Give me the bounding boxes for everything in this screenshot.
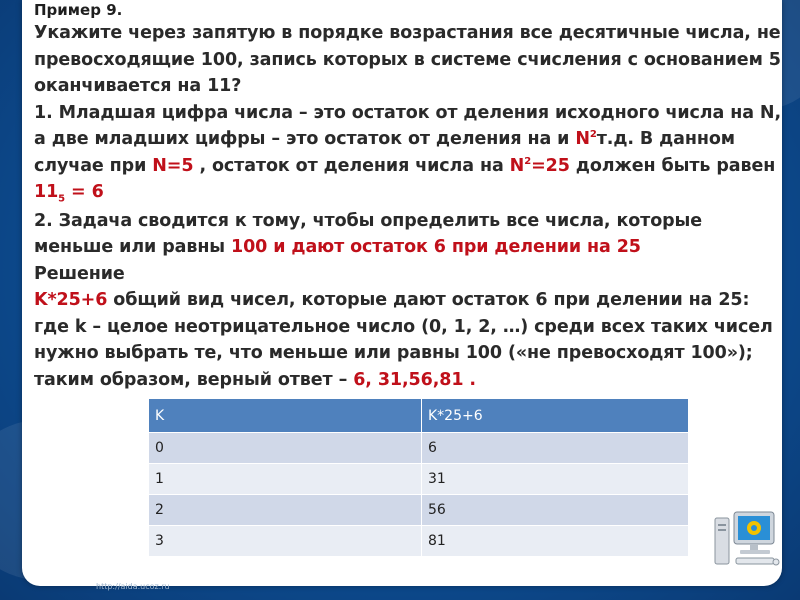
table-cell: 3: [149, 526, 422, 557]
slide-title: Пример 9.: [34, 1, 123, 19]
formula: K*25+6: [34, 290, 108, 310]
table-cell: 31: [422, 464, 689, 495]
computer-icon: [712, 508, 782, 570]
solution-label: Решение: [34, 263, 125, 284]
table-cell: 6: [422, 433, 689, 464]
answer: 6, 31,56,81 .: [353, 369, 476, 390]
step-1: 1. Младшая цифра числа – это остаток от деления исходного числа на N, а две младших цифры – это остаток от деления на и $N^2т.д$. В данном случае при N=5 , остаток от деления числа на $N^2=25$ должен быть равен $11_5 = 6$: [34, 102, 782, 205]
table-header: K*25+6: [422, 399, 689, 433]
explanation: где k – целое неотрицательное число (0, 1, 2, …) среди всех таких чисел нужно выбрать те, что меньше или равны 100 («не превосходят 100»); таким образом, верный ответ – 6, 31,56,81 .: [34, 316, 773, 390]
footer-url: http://aida.ucoz.ru: [96, 582, 170, 591]
table-header-row: [149, 399, 689, 433]
formula-line: K*25+6 общий вид чисел, которые дают остаток 6 при делении на 25:: [34, 290, 750, 310]
table-cell: 0: [149, 433, 422, 464]
table-row: [149, 526, 689, 557]
table-row: [149, 433, 689, 464]
n-equals-5: N=5: [152, 155, 194, 176]
step-2: 2. Задача сводится к тому, чтобы определить все числа, которые меньше или равны 100 и дают остаток 6 при делении на 25: [34, 210, 703, 257]
table-row: [149, 495, 689, 526]
table-cell: 81: [422, 526, 689, 557]
n-squared-eq: $N^2=25$: [509, 155, 570, 176]
n-squared: $N^2$: [575, 129, 597, 149]
table-header: K: [149, 399, 422, 433]
table-cell: 2: [149, 495, 422, 526]
slide-content: [34, 0, 784, 393]
table-cell: 1: [149, 464, 422, 495]
table-row: [149, 464, 689, 495]
remainder-value: $11_5 = 6$: [34, 182, 104, 205]
question-text: Укажите через запятую в порядке возрастания все десятичные числа, не превосходящие 100, запись которых в системе счисления с основанием 5 оканчивается на 11?: [34, 23, 781, 96]
values-table: [148, 398, 689, 557]
table-cell: 56: [422, 495, 689, 526]
